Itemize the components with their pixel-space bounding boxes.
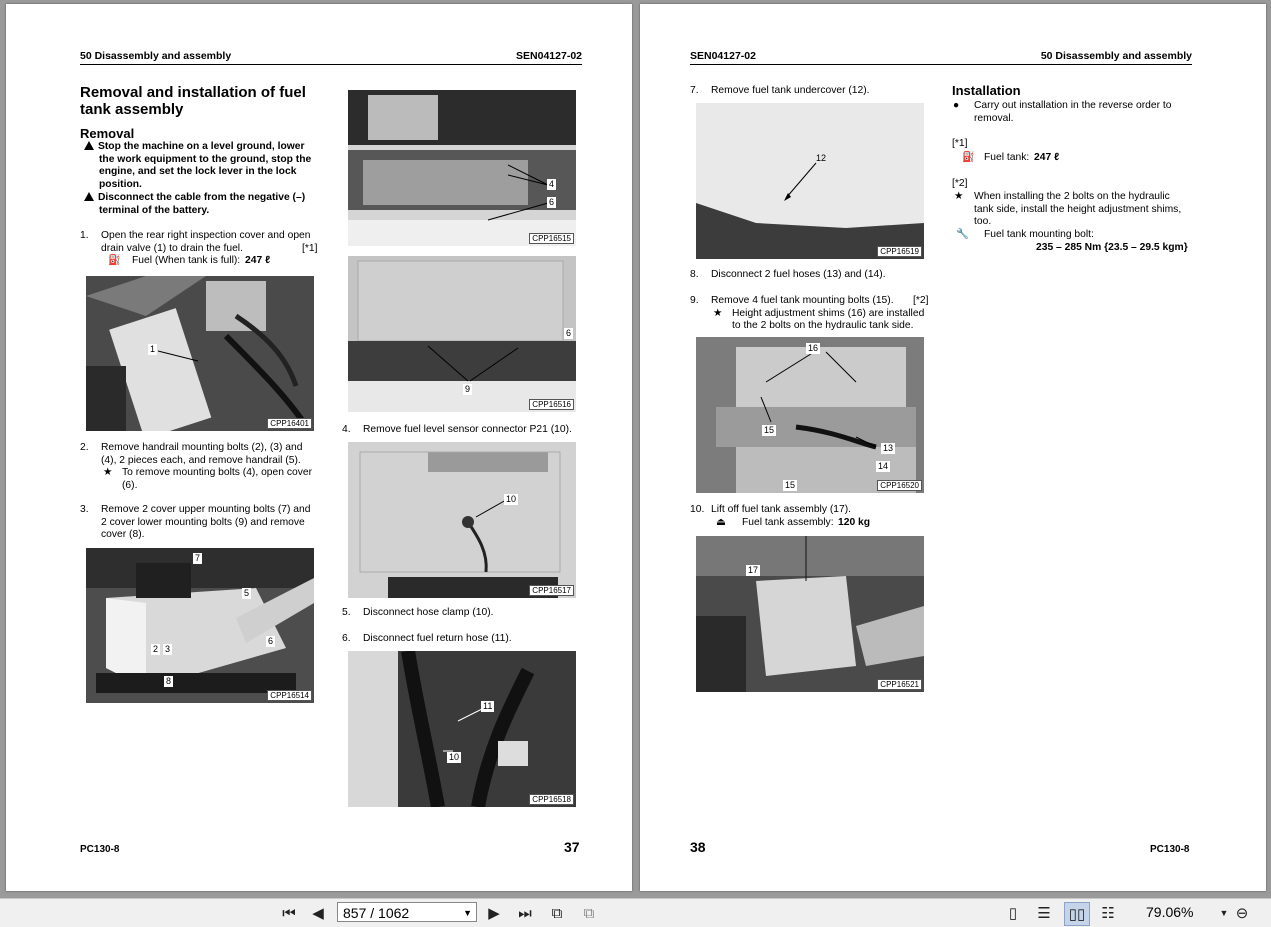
fuel-icon: ⛽ bbox=[108, 255, 121, 266]
footer-model: PC130-8 bbox=[1150, 844, 1190, 855]
ref-1: [*1] bbox=[952, 138, 968, 149]
page-number-input[interactable]: 857 / 1062 ▼ bbox=[337, 902, 477, 922]
photo-excavator-handrail: 7 5 6 2 3 8 CPP16514 bbox=[86, 548, 314, 703]
photo-drain-valve: 1 CPP16401 bbox=[86, 276, 314, 431]
page-title-line1: Removal and installation of fuel bbox=[80, 84, 306, 101]
photo-lift-tank: 17 CPP16521 bbox=[696, 536, 924, 692]
star-icon: ★ bbox=[713, 307, 723, 319]
chevron-down-icon[interactable]: ▼ bbox=[463, 908, 472, 918]
photo-open-cover: 6 9 CPP16516 bbox=[348, 256, 576, 412]
warning-icon bbox=[84, 192, 94, 201]
wrench-icon: 🔧 bbox=[956, 229, 969, 240]
footer-model: PC130-8 bbox=[80, 844, 120, 855]
fit-width-icon[interactable]: ⧉ bbox=[583, 904, 595, 922]
step-1: 1. Open the rear right inspection cover and open drain valve (1) to drain the fuel. [*1] ⛽ Fuel (When tank is full): 247 ℓ bbox=[80, 230, 318, 266]
last-page-icon[interactable]: ⏭ bbox=[518, 904, 532, 922]
single-page-icon[interactable]: ▯ bbox=[1008, 905, 1018, 922]
section-removal: Removal bbox=[80, 126, 135, 141]
step-9: 9. Remove 4 fuel tank mounting bolts (15). [*2] ★ Height adjustment shims (16) are installed to the 2 bolts on the hydraulic tank side. bbox=[690, 295, 929, 332]
continuous-icon[interactable]: ☰ bbox=[1037, 905, 1051, 922]
weight-icon: ⏏ bbox=[716, 517, 726, 528]
install-fuel-tank: ⛽ Fuel tank: 247 ℓ bbox=[962, 152, 1060, 163]
prev-page-icon[interactable]: ◀ bbox=[312, 905, 324, 922]
photo-undercover: 12 CPP16519 bbox=[696, 103, 924, 259]
photo-return-hose: 11 10 CPP16518 bbox=[348, 651, 576, 807]
zoom-level[interactable]: 79.06% bbox=[1146, 904, 1194, 920]
install-shims-note: ★ When installing the 2 bolts on the hydraulic tank side, install the height adjustment shims, too. bbox=[954, 191, 1182, 228]
header-left: 50 Disassembly and assembly bbox=[80, 50, 232, 62]
warning-icon bbox=[84, 141, 94, 150]
warning-1: Stop the machine on a level ground, lower the work equipment to the ground, stop the engine, and set the lock lever in the lock position. bbox=[84, 141, 324, 191]
first-page-icon[interactable]: ⏮ bbox=[282, 904, 296, 922]
installation-bullet: ● Carry out installation in the reverse order to removal. bbox=[953, 100, 1172, 124]
header-right: 50 Disassembly and assembly bbox=[1040, 50, 1192, 62]
step-2: 2. Remove handrail mounting bolts (2), (3) and (4), 2 pieces each, and remove handrail (5). ★ To remove mounting bolts (4), open cover (6). bbox=[80, 442, 313, 491]
star-icon: ★ bbox=[103, 467, 113, 479]
page-title-line2: tank assembly bbox=[80, 101, 184, 118]
fit-page-icon[interactable]: ⧉ bbox=[551, 904, 563, 922]
two-page-continuous-icon[interactable]: ☷ bbox=[1101, 905, 1115, 922]
step-3: 3. Remove 2 cover upper mounting bolts (7) and 2 cover lower mounting bolts (9) and remove cover (8). bbox=[80, 504, 311, 541]
install-bolt-torque: 🔧 Fuel tank mounting bolt: 235 – 285 Nm {23.5 – 29.5 kgm} bbox=[956, 229, 1188, 253]
page-number-right: 38 bbox=[690, 839, 706, 855]
section-installation: Installation bbox=[952, 83, 1021, 98]
zoom-out-icon[interactable]: ⊖ bbox=[1235, 905, 1249, 922]
header-right: SEN04127-02 bbox=[516, 50, 582, 62]
fuel-icon: ⛽ bbox=[962, 152, 975, 163]
header-rule bbox=[80, 64, 582, 65]
photo-cover-bolts: 4 6 CPP16515 bbox=[348, 90, 576, 246]
photo-level-sensor: 10 CPP16517 bbox=[348, 442, 576, 598]
header-rule bbox=[690, 64, 1192, 65]
ref-2: [*2] bbox=[952, 178, 968, 189]
warning-2: Disconnect the cable from the negative (–) terminal of the battery. bbox=[84, 192, 324, 217]
next-page-icon[interactable]: ▶ bbox=[488, 905, 500, 922]
document-page-left: 50 Disassembly and assembly SEN04127-02 Removal and installation of fuel tank assembly Removal Stop the machine on a level ground, lower the work equipment to the ground, stop the engine, and set the lock lever in the lock position. Disconnect the cable from the negative (–) terminal of the battery. 1. Open the rear right inspection cover and open drain valve (1) to drain the fuel. [*1] ⛽ Fuel (When tank is full): 247 ℓ 1 CPP16401 2. Remove handrail mounting bolts (2), (3) and (4), 2 pieces each, and remove handrail (5). ★ To remove mounting bolts (4), open cover (6). 3. Remove 2 cover upper mounting bolts (7) and 2 cover lower mounting bolts (9) and remove cover (8). 7 5 6 2 3 8 CPP16514 4 6 CPP16515 6 9 CPP16516 4. Remove fuel level sensor connector P21 (10). 10 CPP16517 5. Disconnect hose clamp (10). 6. Disconnect fuel return hose (11). 11 10 CPP16518 PC130-8 37 bbox=[6, 4, 632, 891]
document-page-right: SEN04127-02 50 Disassembly and assembly 7. Remove fuel tank undercover (12). 12 CPP16519 8. Disconnect 2 fuel hoses (13) and (14). 9. Remove 4 fuel tank mounting bolts (15). [*2] ★ Height adjustment shims (16) are installed to the 2 bolts on the hydraulic tank side. 16 15 13 14 15 CPP16520 10. Lift off fuel tank assembly (17). ⏏ Fuel tank assembly: 120 kg 17 CPP16521 Installation ● Carry out installation in the reverse order to removal. [*1] ⛽ Fuel tank: 247 ℓ [*2] ★ When installing the 2 bolts on the hydraulic tank side, install the height adjustment shims, too. 🔧 Fuel tank mounting bolt: 235 – 285 Nm {23.5 – 29.5 kgm} 38 PC130-8 bbox=[640, 4, 1266, 891]
zoom-dropdown-icon[interactable]: ▼ bbox=[1219, 908, 1229, 918]
step-10: 10. Lift off fuel tank assembly (17). ⏏ Fuel tank assembly: 120 kg bbox=[690, 504, 871, 528]
star-icon: ★ bbox=[954, 191, 964, 202]
photo-mounting-bolts: 16 15 13 14 15 CPP16520 bbox=[696, 337, 924, 493]
viewer-toolbar bbox=[0, 898, 1271, 927]
header-left: SEN04127-02 bbox=[690, 50, 756, 62]
two-page-icon[interactable]: ▯▯ bbox=[1064, 902, 1090, 926]
page-number-left: 37 bbox=[564, 839, 580, 855]
